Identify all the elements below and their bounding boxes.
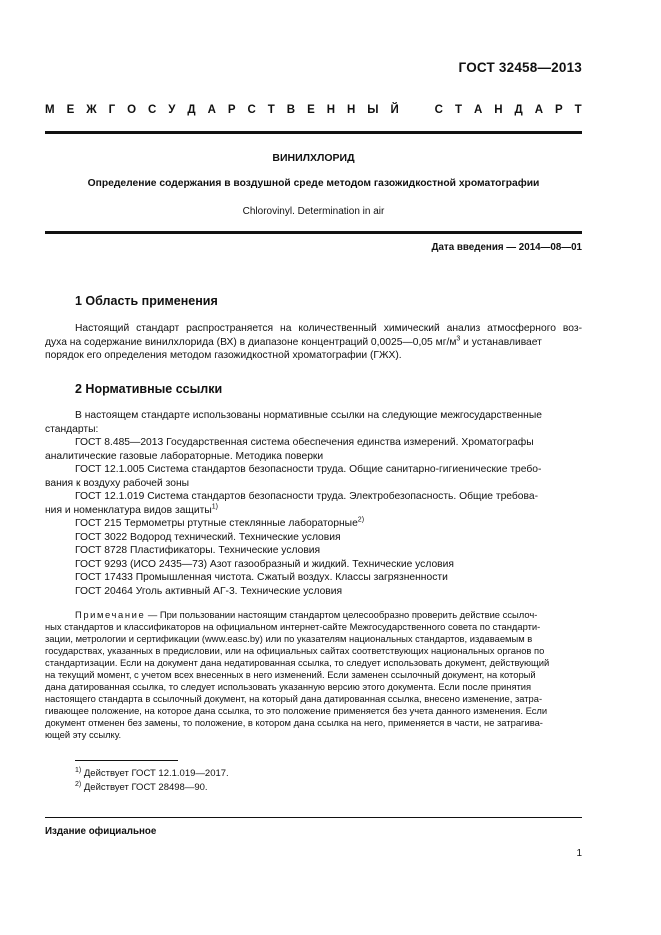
text: духа на содержание винилхлорида (ВХ) в диапазоне концентраций 0,0025—0,05 мг/м xyxy=(45,336,457,348)
banner-letter: Т xyxy=(267,104,275,116)
ref-line: В настоящем стандарте использованы нормативные ссылки на следующие межгосударственные xyxy=(75,410,542,421)
ref-line: ГОСТ 17433 Промышленная чистота. Сжатый воздух. Классы загрязненности xyxy=(75,572,448,583)
note-line: на текущий момент, с учетом всех внесенных в него изменений. Если заменен ссылочный документ, на который xyxy=(45,669,536,680)
banner-letter: Р xyxy=(227,104,236,116)
footer-rule xyxy=(45,817,582,818)
document-title-english: Chlorovinyl. Determination in air xyxy=(242,206,385,217)
banner-letter: Р xyxy=(554,104,563,116)
banner-letter: С xyxy=(247,104,256,116)
ref-line xyxy=(75,517,582,531)
banner-letter: Д xyxy=(514,104,523,116)
text: Действует ГОСТ 12.1.019—2017. xyxy=(81,768,229,779)
text: ГОСТ 215 Термометры ртутные стеклянные лабораторные xyxy=(75,518,358,529)
ref-line: ГОСТ 8.485—2013 Государственная система обеспечения единства измерений. Хроматографы xyxy=(75,437,534,448)
document-subtitle: Определение содержания в воздушной среде методом газожидкостной хроматографии xyxy=(87,178,540,189)
banner-letter: Ы xyxy=(367,104,379,116)
note-block xyxy=(45,609,582,741)
footnote-mark: 1) xyxy=(75,766,82,774)
footnote-2 xyxy=(75,782,208,793)
ref-line: ГОСТ 20464 Уголь активный АГ-3. Технические условия xyxy=(75,585,343,597)
footnote-rule xyxy=(75,760,178,761)
introduction-date: Дата введения — 2014—08—01 xyxy=(431,242,582,253)
ref-line: вания к воздуху рабочей зоны xyxy=(45,477,190,489)
text: Настоящий стандарт распространяется на количественный химический анализ атмосферного воз- xyxy=(75,323,582,334)
text: Действует ГОСТ 28498—90. xyxy=(81,782,208,793)
note-line: гивающее положение, на которое дана ссылка, то это положение применяется без учета данного изменения. Если xyxy=(45,705,548,716)
banner-letter: Е xyxy=(66,104,75,116)
section-1-body xyxy=(45,322,582,363)
note-line: зации, метрологии и сертификации (www.easc.by) или по указателям национальных стандартов, издаваемым в xyxy=(45,633,533,644)
section-1-line-1 xyxy=(75,322,582,336)
footnote-mark: 2) xyxy=(75,780,82,788)
ref-line: стандарты: xyxy=(45,423,99,435)
banner-letter: А xyxy=(534,104,543,116)
footnote-mark: 1) xyxy=(211,503,219,511)
banner-letter: Г xyxy=(108,104,116,116)
ref-line: ГОСТ 12.1.005 Система стандартов безопасности труда. Общие санитарно-гигиенические требо- xyxy=(75,464,542,475)
note-line: стандартизации. Если на документ дана недатированная ссылка, то следует использовать документ, действующий xyxy=(45,657,550,668)
header-rule xyxy=(45,131,582,134)
text: и устанавливает xyxy=(460,336,542,348)
ref-line: ГОСТ 9293 (ИСО 2435—73) Азот газообразный и жидкий. Технические условия xyxy=(75,558,454,570)
banner-letter: А xyxy=(207,104,216,116)
text: ния и номенклатура видов защиты xyxy=(45,504,212,516)
banner-letter: О xyxy=(127,104,137,116)
document-title: ВИНИЛХЛОРИД xyxy=(272,152,355,164)
banner-letter: Д xyxy=(187,104,196,116)
ref-line: аналитические газовые лабораторные. Методика поверки xyxy=(45,450,324,462)
section-2-body xyxy=(45,409,582,598)
section-1-line-3: порядок его определения методом газожидкостной хроматографии (ГЖХ). xyxy=(45,350,402,361)
ref-line: ГОСТ 8728 Пластификаторы. Технические условия xyxy=(75,545,321,556)
banner-letter: Й xyxy=(390,104,399,116)
section-1-heading: 1 Область применения xyxy=(75,294,218,308)
note-line: ющей эту ссылку. xyxy=(45,729,122,740)
page-number: 1 xyxy=(576,848,582,859)
gost-number: ГОСТ 32458—2013 xyxy=(458,60,582,75)
note-line: настоящего стандарта в ссылочный документ, на который дана датированная ссылка, внесено изменение, затра- xyxy=(45,693,543,704)
interstate-standard-banner xyxy=(45,104,582,116)
banner-letter: Т xyxy=(454,104,462,116)
banner-letter: Н xyxy=(494,104,503,116)
footnote-mark: 2) xyxy=(357,516,365,524)
note-line: ных стандартов и классификаторов на официальном интернет-сайте Межгосударственного совета по стандарти- xyxy=(45,621,541,632)
official-edition-label: Издание официальное xyxy=(45,826,157,837)
ref-line: ГОСТ 12.1.019 Система стандартов безопасности труда. Электробезопасность. Общие требова- xyxy=(75,491,539,502)
banner-letter: У xyxy=(168,104,176,116)
banner-letter: Е xyxy=(307,104,315,116)
banner-letter: А xyxy=(473,104,483,116)
banner-letter: В xyxy=(286,104,296,116)
banner-letter: Ж xyxy=(86,104,97,116)
banner-letter: Н xyxy=(346,104,356,116)
superscript: 3 xyxy=(456,335,461,343)
text: — При пользовании настоящим стандартом целесообразно проверить действие ссылоч- xyxy=(145,609,538,620)
note-line: государствах, указанных в предисловии, или на официальных сайтах соответствующих национальных органов по xyxy=(45,645,545,656)
banner-letter: С xyxy=(148,104,157,116)
note-line xyxy=(75,609,582,621)
ref-line: ГОСТ 3022 Водород технический. Технические условия xyxy=(75,531,341,543)
note-label: Примечание xyxy=(75,609,146,620)
section-1-line-2 xyxy=(45,336,582,350)
note-line: дана датированная ссылка, то следует использовать указанную версию этого документа. Если после принятия xyxy=(45,681,532,692)
footnote-1 xyxy=(75,768,229,779)
banner-letter: М xyxy=(45,104,55,116)
note-line: документ отменен без замены, то положение, в котором дана ссылка на него, применяется в части, не затрагива- xyxy=(45,717,543,728)
banner-letter: Н xyxy=(326,104,336,116)
title-rule xyxy=(45,231,582,234)
ref-line xyxy=(45,504,582,518)
section-2-heading: 2 Нормативные ссылки xyxy=(75,382,223,396)
banner-letter: С xyxy=(434,104,443,116)
banner-letter: Т xyxy=(574,104,582,116)
